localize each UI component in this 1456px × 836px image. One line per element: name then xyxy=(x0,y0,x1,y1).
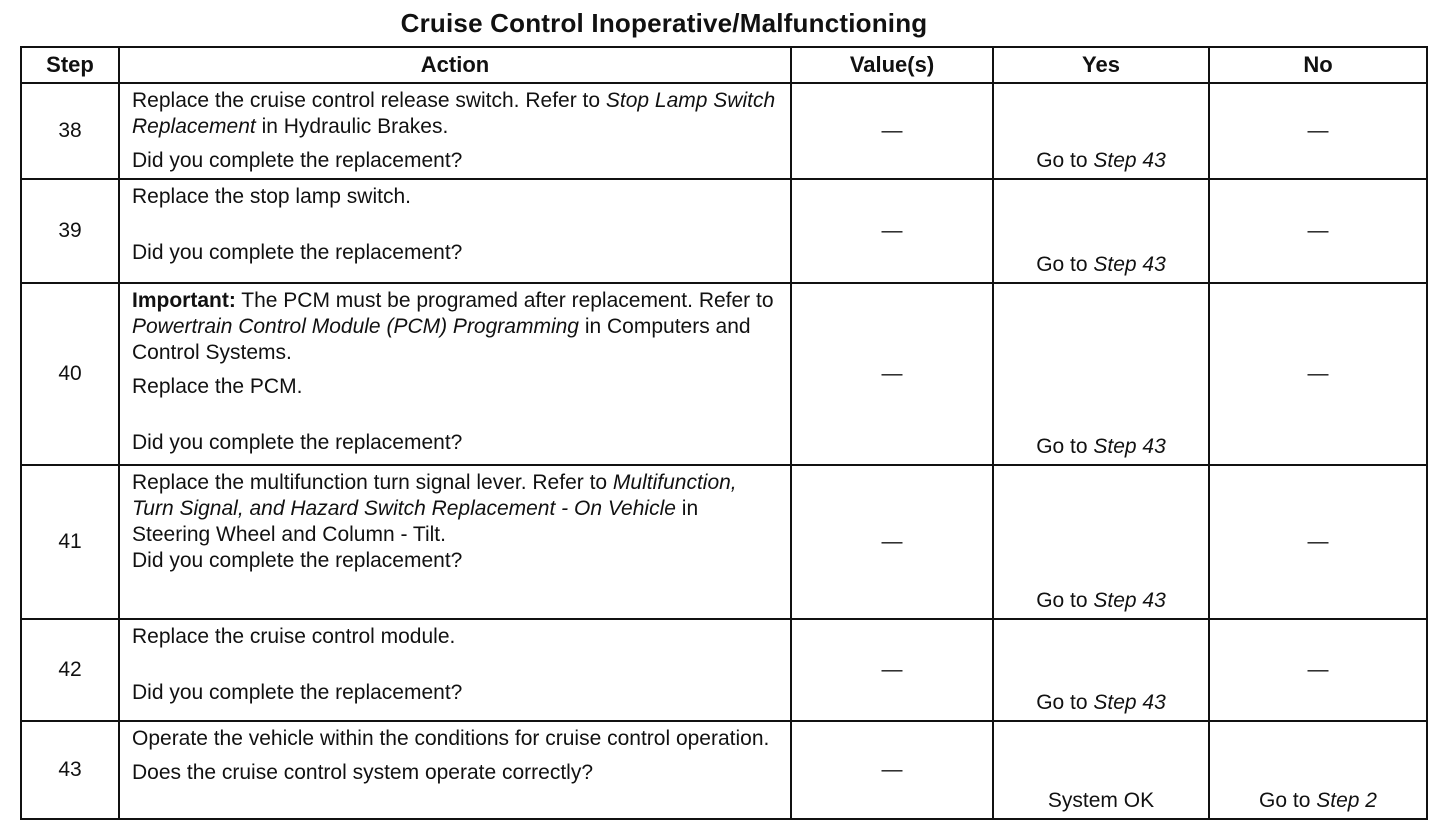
action-cell xyxy=(119,179,791,283)
action-text: Replace the stop lamp switch. xyxy=(132,185,411,208)
action-cell xyxy=(119,83,791,179)
action-cell xyxy=(119,721,791,819)
header-step: Step xyxy=(21,47,119,83)
action-question: Did you complete the replacement? xyxy=(132,241,463,264)
action-text: Replace the cruise control module. xyxy=(132,625,456,648)
header-action: Action xyxy=(119,47,791,83)
yes-cell: System OK xyxy=(993,721,1209,819)
step-number: 42 xyxy=(21,619,119,721)
action-text: Replace the multifunction turn signal lever. Refer to Multifunction, Turn Signal, and Hazard Switch Replacement - On Vehicle in Steering Wheel and Column - Tilt. xyxy=(132,471,737,546)
header-value: Value(s) xyxy=(791,47,993,83)
no-cell: Go to Step 2 xyxy=(1209,721,1427,819)
step-number: 39 xyxy=(21,179,119,283)
action-cell xyxy=(119,283,791,465)
table-row xyxy=(21,83,1427,179)
action-question: Did you complete the replacement? xyxy=(132,549,463,572)
no-cell: — xyxy=(1209,619,1427,721)
step-number: 38 xyxy=(21,83,119,179)
diagnostic-table xyxy=(20,46,1428,820)
step-number: 40 xyxy=(21,283,119,465)
action-cell xyxy=(119,619,791,721)
table-row xyxy=(21,283,1427,465)
yes-cell: Go to Step 43 xyxy=(993,283,1209,465)
yes-cell: Go to Step 43 xyxy=(993,83,1209,179)
page-title: Cruise Control Inoperative/Malfunctioning xyxy=(400,8,928,38)
header-no: No xyxy=(1209,47,1427,83)
table-row xyxy=(21,721,1427,819)
step-number: 41 xyxy=(21,465,119,619)
action-text: Replace the cruise control release switch. Refer to Stop Lamp Switch Replacement in Hydraulic Brakes. xyxy=(132,89,776,138)
action-text: Important: The PCM must be programed after replacement. Refer to Powertrain Control Module (PCM) Programming in Computers and Control Systems. xyxy=(132,289,774,364)
action-question: Did you complete the replacement? xyxy=(132,431,463,454)
no-cell: — xyxy=(1209,465,1427,619)
value-cell: — xyxy=(791,721,993,819)
action-question: Did you complete the replacement? xyxy=(132,681,463,704)
action-question: Did you complete the replacement? xyxy=(132,149,463,172)
important-label: Important: xyxy=(132,289,236,312)
table-header-row xyxy=(21,47,1427,83)
yes-cell: Go to Step 43 xyxy=(993,179,1209,283)
value-cell: — xyxy=(791,619,993,721)
table-row xyxy=(21,179,1427,283)
value-cell: — xyxy=(791,283,993,465)
value-cell: — xyxy=(791,83,993,179)
no-cell: — xyxy=(1209,283,1427,465)
table-row xyxy=(21,619,1427,721)
header-yes: Yes xyxy=(993,47,1209,83)
no-cell: — xyxy=(1209,83,1427,179)
action-cell xyxy=(119,465,791,619)
value-cell: — xyxy=(791,465,993,619)
yes-cell: Go to Step 43 xyxy=(993,465,1209,619)
action-step: Replace the PCM. xyxy=(132,375,303,398)
action-text: Operate the vehicle within the conditions for cruise control operation. xyxy=(132,727,770,750)
step-number: 43 xyxy=(21,721,119,819)
yes-cell: Go to Step 43 xyxy=(993,619,1209,721)
table-row xyxy=(21,465,1427,619)
action-question: Does the cruise control system operate correctly? xyxy=(132,761,594,784)
value-cell: — xyxy=(791,179,993,283)
no-cell: — xyxy=(1209,179,1427,283)
